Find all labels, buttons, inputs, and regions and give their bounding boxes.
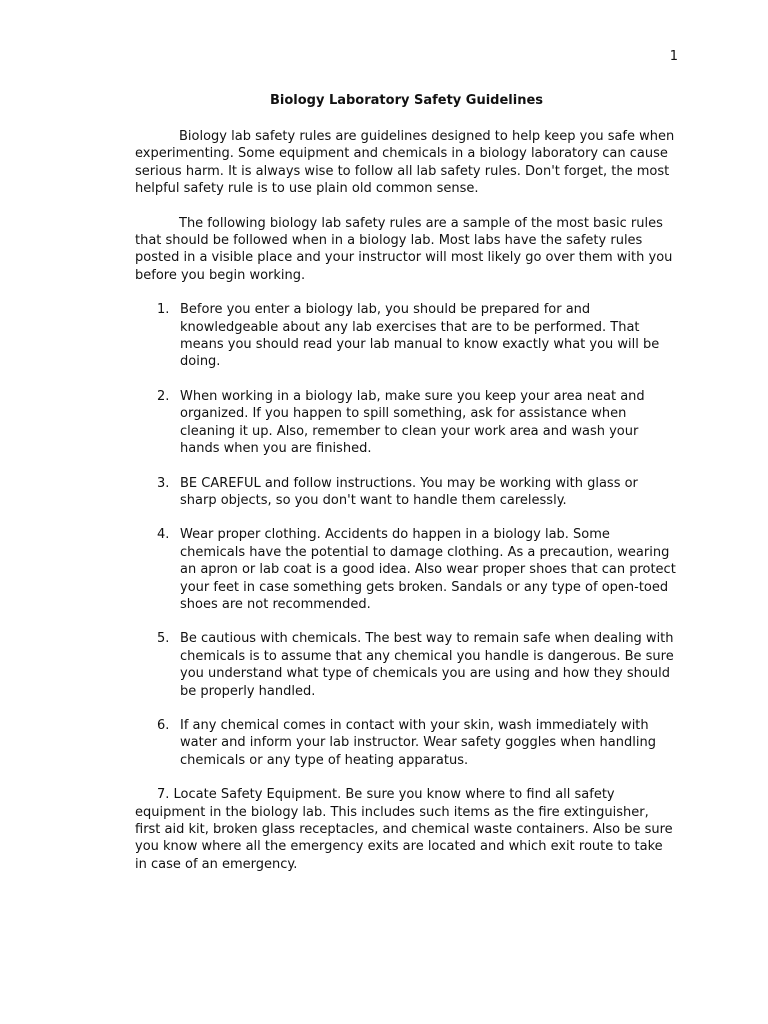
intro-paragraph-1: Biology lab safety rules are guidelines designed to help keep you safe when experimenting. Some equipment and chemicals in a biology laboratory can cause serious harm. It is always wise to follow all lab safety rules. Don't forget, the most helpful safety rule is to use plain old common sense. [135, 129, 675, 197]
safety-rule-3 [135, 475, 678, 510]
final-paragraph: 7. Locate Safety Equipment. Be sure you know where to find all safety equipment in the biology lab. This includes such items as the fire extinguisher, first aid kit, broken glass receptacles, and chemical waste containers. Also be sure you know where all the emergency exits are located and which exit route to take in case of an emergency. [135, 787, 673, 872]
page-number: 1 [669, 49, 678, 64]
rule-text: Before you enter a biology lab, you should be prepared for and knowledgeable about any lab exercises that are to be performed. That means you should read your lab manual to know exactly what you will be doing. [180, 302, 660, 370]
document-title: Biology Laboratory Safety Guidelines [269, 93, 544, 108]
intro-paragraph-2: The following biology lab safety rules are a sample of the most basic rules that should be followed when in a biology lab. Most labs have the safety rules posted in a visible place and your instructor will most likely go over them with you before you begin working. [135, 215, 673, 283]
safety-rule-2 [135, 388, 678, 458]
rule-text: Be cautious with chemicals. The best way to remain safe when dealing with chemicals is to assume that any chemical you handle is dangerous. Be sure you understand what type of chemicals you are using and how they should be properly handled. [180, 631, 674, 699]
safety-rules-list [135, 301, 678, 769]
rule-number: 5. [157, 631, 170, 647]
safety-rule-6 [135, 717, 678, 769]
rule-number: 1. [157, 302, 170, 318]
rule-number: 4. [157, 527, 170, 543]
safety-rule-5 [135, 630, 678, 700]
rule-number: 6. [157, 717, 170, 733]
safety-rule-1 [135, 301, 678, 371]
rule-number: 2. [157, 388, 170, 404]
safety-rule-4 [135, 526, 678, 613]
rule-text: BE CAREFUL and follow instructions. You may be working with glass or sharp objects, so you don't want to handle them carelessly. [180, 475, 638, 508]
rule-text: When working in a biology lab, make sure you keep your area neat and organized. If you happen to spill something, ask for assistance when cleaning it up. Also, remember to clean your work area and wash your hands when you are finished. [180, 388, 645, 457]
rule-number: 3. [157, 475, 170, 491]
rule-text: Wear proper clothing. Accidents do happen in a biology lab. Some chemicals have the potential to damage clothing. As a precaution, wearing an apron or lab coat is a good idea. Also wear proper shoes that can protect your feet in case something gets broken. Sandals or any type of open-toed shoes are not recommended. [180, 527, 676, 612]
document-body [135, 92, 678, 873]
rule-text: If any chemical comes in contact with your skin, wash immediately with water and inform your lab instructor. Wear safety goggles when handling chemicals or any type of heating apparatus. [180, 717, 656, 768]
